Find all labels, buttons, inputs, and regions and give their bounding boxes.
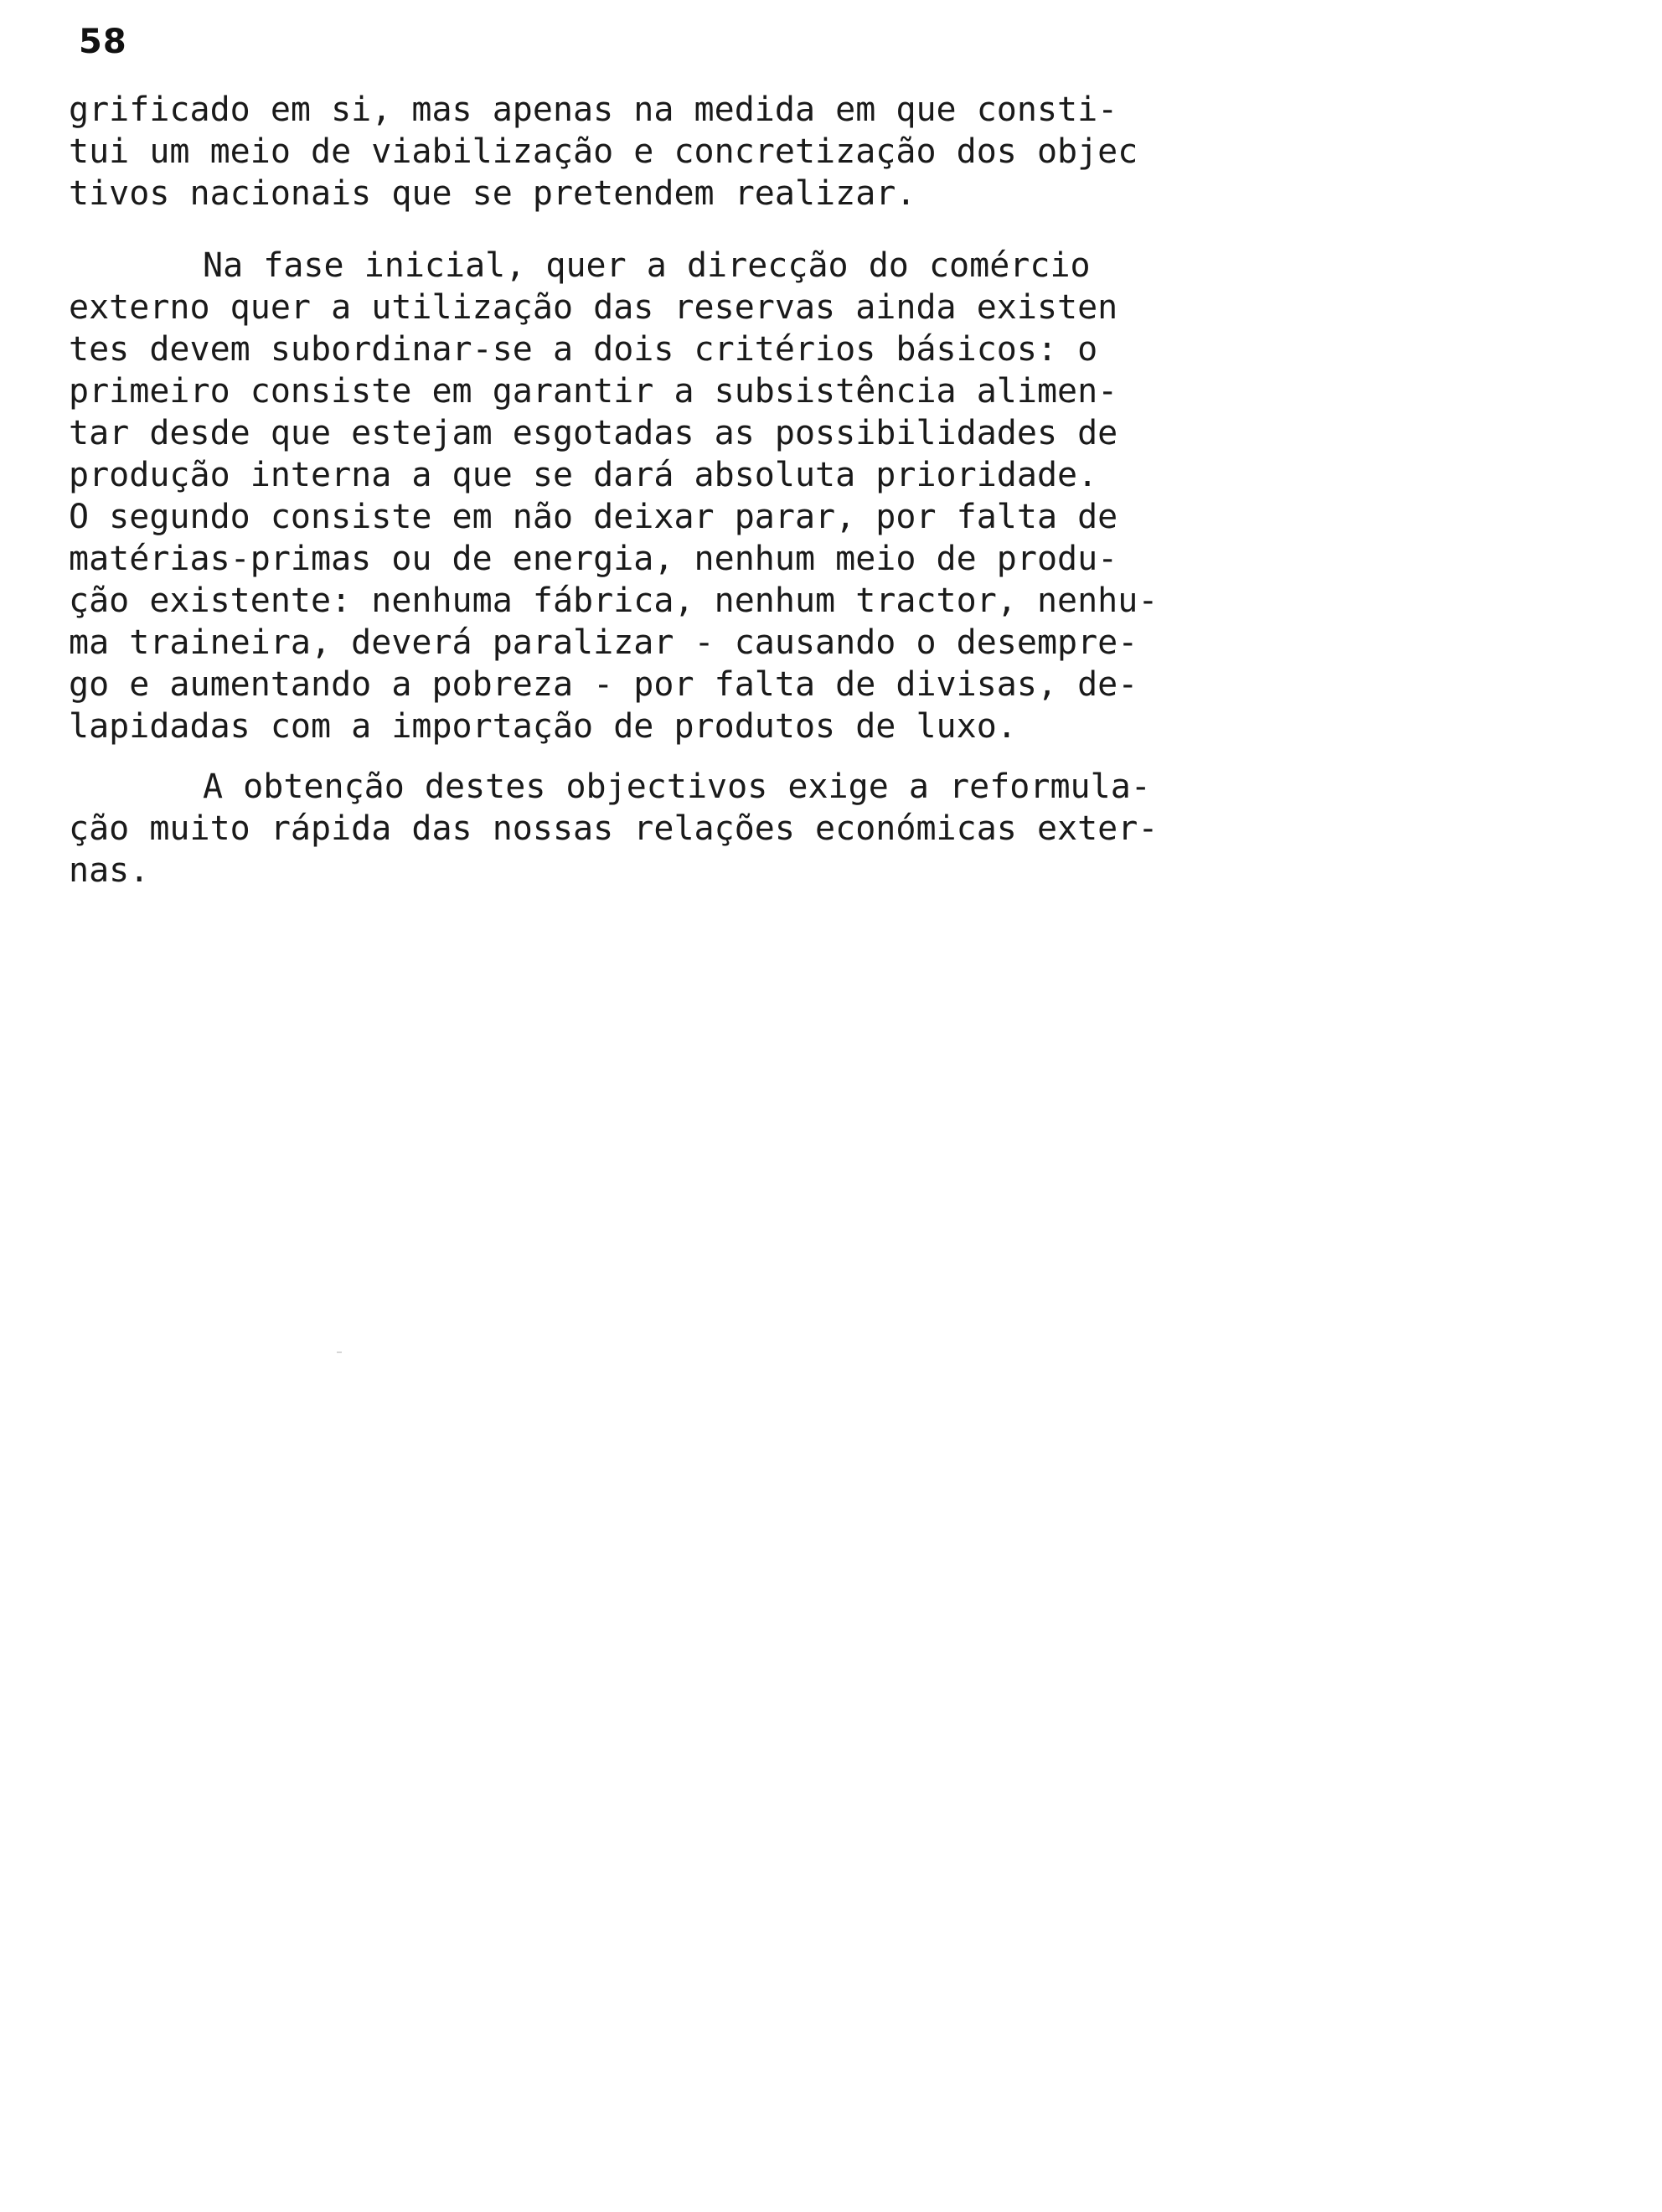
text-line: primeiro consiste em garantir a subsistência alimen- — [69, 372, 1118, 411]
text-line: grificado em si, mas apenas na medida em que consti- — [69, 90, 1118, 129]
text-line: ma traineira, deverá paralizar - causando o desempre- — [69, 623, 1138, 662]
text-line: ção existente: nenhuma fábrica, nenhum tractor, nenhu- — [69, 581, 1159, 620]
text-line: externo quer a utilização das reservas ainda existen — [69, 288, 1118, 327]
page-number: 58 — [79, 23, 127, 61]
text-line: lapidadas com a importação de produtos de luxo. — [69, 707, 1017, 746]
paragraph-2 — [69, 245, 1158, 747]
text-line: go e aumentando a pobreza - por falta de divisas, de- — [69, 665, 1138, 704]
text-line: tivos nacionais que se pretendem realizar. — [69, 174, 916, 213]
text-line: matérias-primas ou de energia, nenhum meio de produ- — [69, 540, 1118, 578]
scan-speck — [337, 1351, 342, 1353]
text-line: O segundo consiste em não deixar parar, por falta de — [69, 498, 1118, 536]
paragraph-1 — [69, 89, 1138, 214]
text-line: tui um meio de viabilização e concretização dos objec — [69, 132, 1138, 171]
text-line: Na fase inicial, quer a direcção do comércio — [203, 246, 1091, 285]
paragraph-3 — [69, 766, 1158, 892]
text-line: produção interna a que se dará absoluta prioridade. — [69, 456, 1098, 494]
text-line: tes devem subordinar-se a dois critérios básicos: o — [69, 330, 1098, 369]
text-line: nas. — [69, 851, 150, 890]
text-line: A obtenção destes objectivos exige a reformula- — [203, 767, 1151, 806]
text-line: tar desde que estejam esgotadas as possibilidades de — [69, 414, 1118, 452]
text-line: ção muito rápida das nossas relações económicas exter- — [69, 809, 1159, 848]
